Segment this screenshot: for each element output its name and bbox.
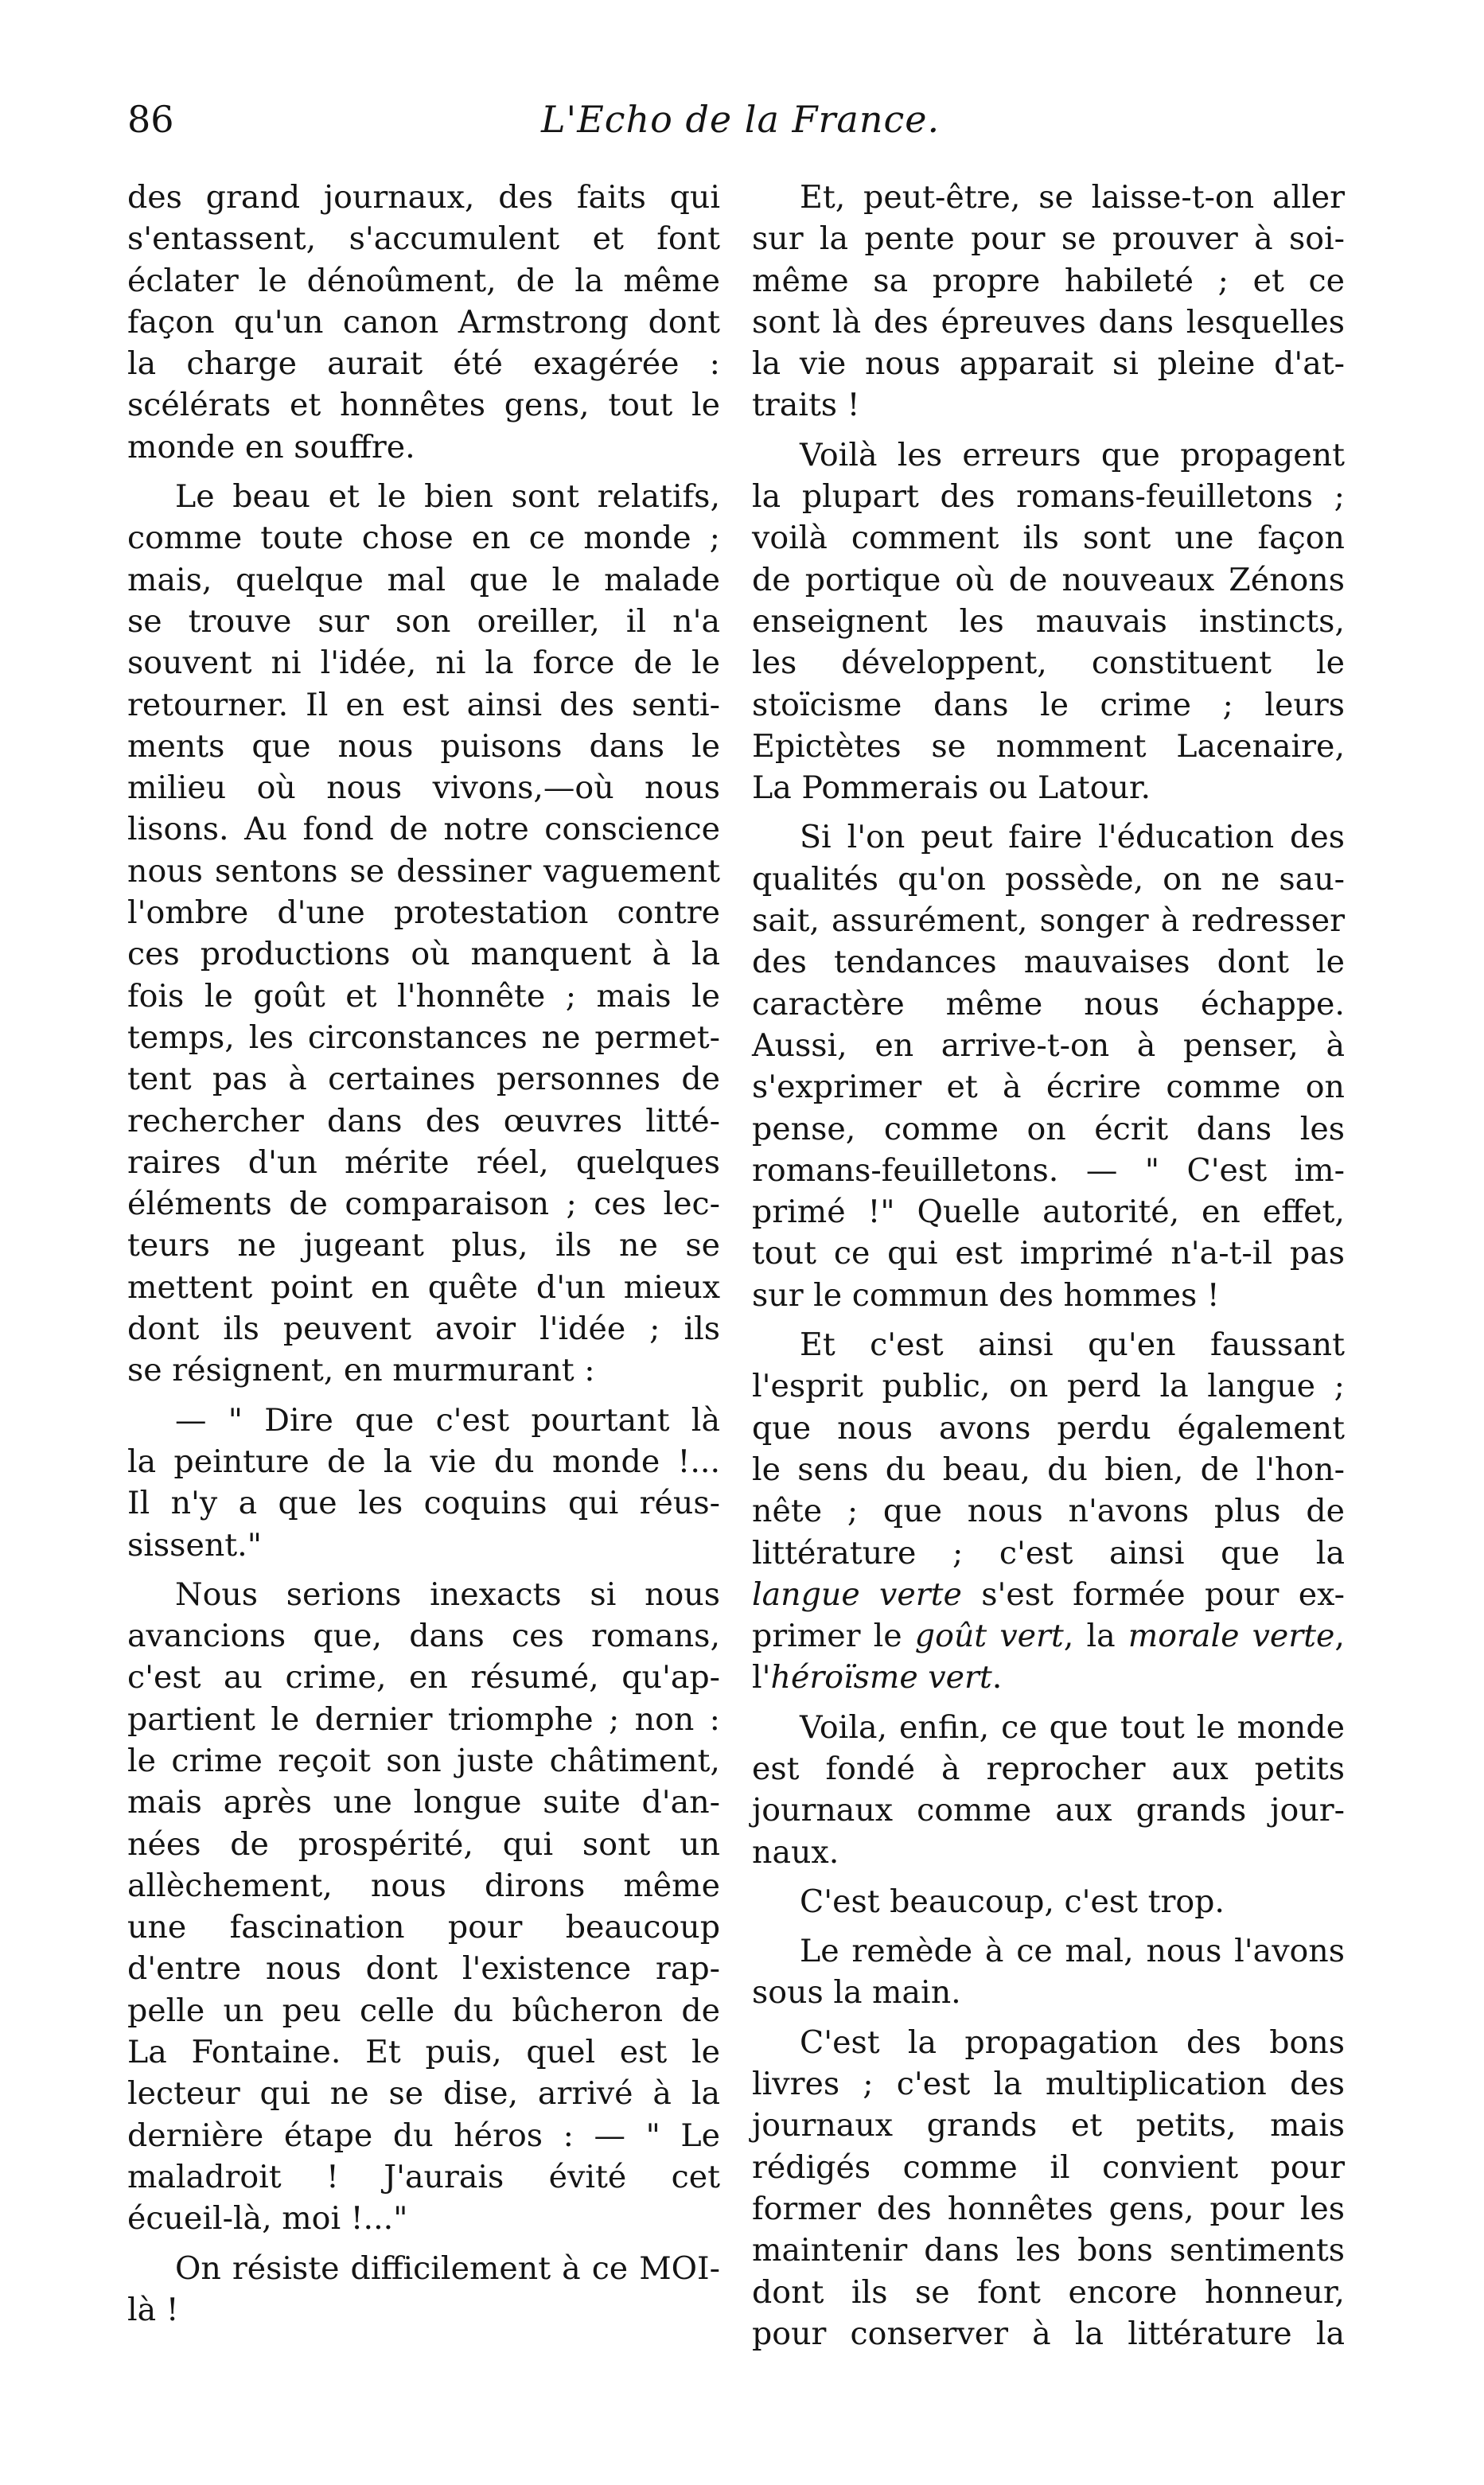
- text-line: pense, comme on écrit dans les: [752, 1110, 1345, 1147]
- text-line: Si l'on peut faire l'éducation des: [800, 819, 1345, 856]
- text-line: sissent.": [127, 1526, 262, 1564]
- text-line: Voilà les erreurs que propagent: [800, 436, 1345, 473]
- text-line: une fascination pour beaucoup: [127, 1909, 720, 1946]
- paragraph-gap: [752, 1922, 1345, 1930]
- text-line: la peinture de la vie du monde !...: [127, 1443, 720, 1480]
- text-line: s'entassent, s'accumulent et font: [127, 220, 720, 258]
- text-line: sur le commun des hommes !: [752, 1276, 1220, 1314]
- text-line: comme toute chose en ce monde ;: [127, 520, 720, 557]
- text-line: fois le goût et l'honnête ; mais le: [127, 977, 720, 1015]
- text-line: La Pommerais ou Latour.: [752, 769, 1151, 807]
- text-line: mettent point en quête d'un mieux: [127, 1268, 720, 1306]
- paragraph-gap: [752, 1873, 1345, 1881]
- left-text-column: [127, 177, 720, 2331]
- text-line: même sa propre habileté ; et ce: [752, 262, 1345, 299]
- text-line: la plupart des romans-feuilletons ;: [752, 478, 1345, 516]
- text-line: tent pas à certaines personnes de: [127, 1061, 720, 1098]
- text-line: lecteur qui ne se dise, arrivé à la: [127, 2075, 720, 2113]
- text-line: littérature ; c'est ainsi que la: [752, 1534, 1345, 1572]
- text-line: journaux grands et petits, mais: [752, 2107, 1345, 2144]
- text-line: de portique où de nouveaux Zénons: [752, 561, 1345, 598]
- text-line: avancions que, dans ces romans,: [127, 1618, 720, 1655]
- paragraph-gap: [752, 1316, 1345, 1324]
- text-line: dont ils peuvent avoir l'idée ; ils: [127, 1311, 720, 1348]
- text-line: nées de prospérité, qui sont un: [127, 1825, 720, 1863]
- text-line: stoïcisme dans le crime ; leurs: [752, 686, 1345, 723]
- text-line: Voila, enfin, ce que tout le monde: [800, 1708, 1345, 1746]
- text-line: scélérats et honnêtes gens, tout le: [127, 387, 720, 424]
- text-line: naux.: [752, 1833, 839, 1871]
- text-line: nête ; que nous n'avons plus de: [752, 1493, 1345, 1530]
- text-line: langue verte s'est formée pour ex-: [752, 1576, 1345, 1613]
- text-line: tout ce qui est imprimé n'a-t-il pas: [752, 1235, 1345, 1272]
- text-line: des grand journaux, des faits qui: [127, 179, 720, 216]
- text-line: la charge aurait été exagérée :: [127, 345, 720, 383]
- text-line: monde en souffre.: [127, 428, 415, 465]
- text-line: dont ils se font encore honneur,: [752, 2273, 1345, 2311]
- text-line: le crime reçoit son juste châtiment,: [127, 1742, 720, 1779]
- paragraph-gap: [127, 1566, 720, 1574]
- text-line: sait, assurément, songer à redresser: [752, 902, 1345, 940]
- paragraph-gap: [752, 1699, 1345, 1707]
- paragraph-gap: [127, 468, 720, 476]
- text-line: raires d'un mérite réel, quelques: [127, 1143, 720, 1181]
- text-line: pour conserver à la littérature la: [752, 2315, 1345, 2352]
- paragraph-gap: [127, 1392, 720, 1400]
- text-line: journaux comme aux grands jour-: [752, 1792, 1345, 1829]
- text-line: pelle un peu celle du bûcheron de: [127, 1992, 720, 2029]
- text-line: Et c'est ainsi qu'en faussant: [800, 1326, 1345, 1364]
- text-line: rechercher dans des œuvres litté-: [127, 1102, 720, 1139]
- paragraph-gap: [752, 427, 1345, 434]
- text-line: se résignent, en murmurant :: [127, 1352, 595, 1389]
- text-line: voilà comment ils sont une façon: [752, 520, 1345, 557]
- text-line: rédigés comme il convient pour: [752, 2148, 1345, 2186]
- text-line: qualités qu'on possède, on ne sau-: [752, 860, 1345, 898]
- text-line: Le remède à ce mal, nous l'avons: [800, 1933, 1345, 1970]
- page-header: [127, 94, 1345, 158]
- text-line: ments que nous puisons dans le: [127, 727, 720, 765]
- text-line: Nous serions inexacts si nous: [175, 1576, 720, 1613]
- text-line: le sens du beau, du bien, de l'hon-: [752, 1451, 1345, 1488]
- text-line: Le beau et le bien sont relatifs,: [175, 478, 720, 516]
- text-line: retourner. Il en est ainsi des senti-: [127, 686, 720, 723]
- text-line: maintenir dans les bons sentiments: [752, 2232, 1345, 2269]
- text-line: des tendances mauvaises dont le: [752, 944, 1345, 981]
- text-line: écueil-là, moi !...": [127, 2200, 408, 2238]
- text-line: d'entre nous dont l'existence rap-: [127, 1950, 720, 1988]
- text-line: est fondé à reprocher aux petits: [752, 1750, 1345, 1787]
- text-line: l'ombre d'une protestation contre: [127, 894, 720, 932]
- text-line: sont là des épreuves dans lesquelles: [752, 303, 1345, 341]
- text-line: primé !" Quelle autorité, en effet,: [752, 1194, 1345, 1231]
- paragraph-gap: [752, 808, 1345, 816]
- page-number: 86: [127, 98, 174, 141]
- text-line: Aussi, en arrive-t-on à penser, à: [752, 1026, 1345, 1064]
- text-line: Et, peut-être, se laisse-t-on aller: [800, 179, 1345, 216]
- text-line: mais, quelque mal que le malade: [127, 561, 720, 598]
- text-line: C'est la propagation des bons: [800, 2023, 1345, 2061]
- text-line: teurs ne jugeant plus, ils ne se: [127, 1227, 720, 1264]
- text-line: Epictètes se nomment Lacenaire,: [752, 727, 1345, 765]
- text-line: souvent ni l'idée, ni la force de le: [127, 645, 720, 682]
- text-line: allèchement, nous dirons même: [127, 1867, 720, 1904]
- text-line: les développent, constituent le: [752, 645, 1345, 682]
- text-line: s'exprimer et à écrire comme on: [752, 1069, 1345, 1106]
- text-line: éclater le dénoûment, de la même: [127, 262, 720, 299]
- paragraph-gap: [127, 2240, 720, 2248]
- text-line: enseignent les mauvais instincts,: [752, 602, 1345, 640]
- text-line: romans-feuilletons. — " C'est im-: [752, 1151, 1345, 1189]
- text-line: mais après une longue suite d'an-: [127, 1784, 720, 1821]
- text-line: ces productions où manquent à la: [127, 936, 720, 973]
- text-line: lisons. Au fond de notre conscience: [127, 811, 720, 848]
- right-text-column: [752, 177, 1345, 2355]
- text-line: là !: [127, 2291, 179, 2328]
- text-line: se trouve sur son oreiller, il n'a: [127, 602, 720, 640]
- text-line: — " Dire que c'est pourtant là: [175, 1401, 720, 1439]
- text-line: On résiste difficilement à ce MOI-: [175, 2249, 720, 2287]
- text-line: que nous avons perdu également: [752, 1409, 1345, 1447]
- text-line: traits !: [752, 387, 860, 424]
- text-line: primer le goût vert, la morale verte,: [752, 1618, 1345, 1655]
- text-line: temps, les circonstances ne permet-: [127, 1019, 720, 1056]
- text-line: La Fontaine. Et puis, quel est le: [127, 2034, 720, 2071]
- text-line: sous la main.: [752, 1974, 961, 2012]
- text-line: former des honnêtes gens, pour les: [752, 2190, 1345, 2227]
- text-line: livres ; c'est la multiplication des: [752, 2066, 1345, 2103]
- text-line: caractère même nous échappe.: [752, 985, 1345, 1022]
- text-line: maladroit ! J'aurais évité cet: [127, 2158, 720, 2195]
- text-line: nous sentons se dessiner vaguement: [127, 852, 720, 890]
- text-line: la vie nous apparait si pleine d'at-: [752, 345, 1345, 383]
- text-line: l'héroïsme vert.: [752, 1659, 1003, 1696]
- text-line: dernière étape du héros : — " Le: [127, 2117, 720, 2154]
- text-line: partient le dernier triomphe ; non :: [127, 1700, 720, 1738]
- text-line: C'est beaucoup, c'est trop.: [800, 1883, 1225, 1920]
- text-line: façon qu'un canon Armstrong dont: [127, 303, 720, 341]
- paragraph-gap: [752, 2014, 1345, 2022]
- text-line: Il n'y a que les coquins qui réus-: [127, 1485, 720, 1522]
- text-line: éléments de comparaison ; ces lec-: [127, 1186, 720, 1223]
- text-line: l'esprit public, on perd la langue ;: [752, 1368, 1345, 1405]
- text-line: milieu où nous vivons,—où nous: [127, 769, 720, 807]
- running-title: L'Echo de la France.: [541, 98, 941, 141]
- text-line: c'est au crime, en résumé, qu'ap-: [127, 1659, 720, 1696]
- text-line: sur la pente pour se prouver à soi-: [752, 220, 1345, 258]
